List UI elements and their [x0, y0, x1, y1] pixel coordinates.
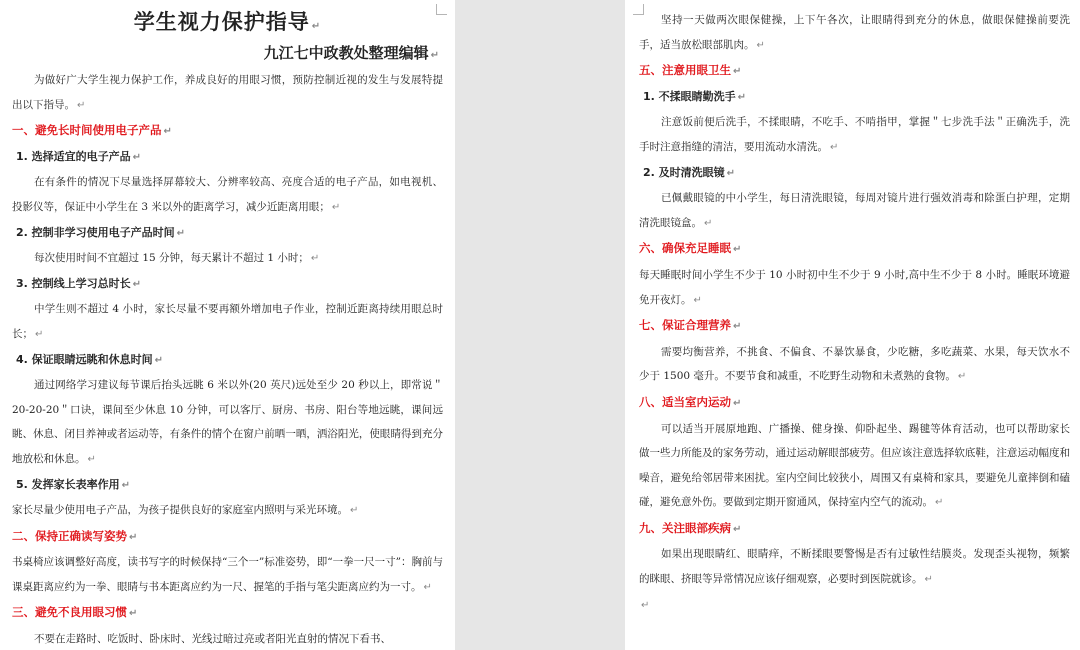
subsection-heading-5-1: 1. 不揉眼睛勤洗手 ↵: [643, 89, 747, 103]
document-page-left[interactable]: [0, 0, 455, 650]
subsection-heading-1-5: 5. 发挥家长表率作用 ↵: [16, 477, 131, 491]
paragraph-7: 需要均衡营养，不挑食、不偏食、不暴饮暴食，少吃糖，多吃蔬菜、水果，每天饮水不少于 1500 毫升。不要节食和减重，不吃野生动物和未煮熟的食物。 ↵: [639, 345, 1070, 383]
paragraph-9: 如果出现眼睛红、眼睛痒，不断揉眼要警惕是否有过敏性结膜炎。发现歪头视物，频繁的眯眼、挤眼等异常情况应该仔细观察，必要时到医院就诊。 ↵: [639, 548, 1070, 586]
paragraph-2: 书桌椅应该调整好高度，读书写字的时候保持“三个一”标准姿势，即“一拳一尺一寸”：胸前与课桌距离应约为一拳、眼睛与书本距离应约为一尺、握笔的手指与笔尖距离应约为一寸。 ↵: [12, 556, 443, 593]
subsection-heading-1-1: 1. 选择适宜的电子产品 ↵: [16, 149, 142, 163]
subsection-heading-1-2: 2. 控制非学习使用电子产品时间 ↵: [16, 225, 186, 239]
document-page-right[interactable]: [625, 0, 1080, 650]
section-heading-5: 五、注意用眼卫生 ↵: [639, 63, 742, 78]
paragraph-5-2: 已佩戴眼镜的中小学生，每日清洗眼镜，每周对镜片进行强效消毒和除蛋白护理，定期清洗眼镜盒。 ↵: [639, 192, 1070, 229]
section-heading-3: 三、避免不良用眼习惯 ↵: [12, 605, 138, 620]
section-heading-8: 八、适当室内运动 ↵: [639, 394, 742, 409]
paragraph-6: 每天睡眠时间小学生不少于 10 小时初中生不少于 9 小时,高中生不少于 8 小时。睡眠环境避免开夜灯。 ↵: [639, 268, 1070, 306]
subsection-heading-1-4: 4. 保证眼睛远眺和休息时间 ↵: [16, 352, 164, 366]
section-heading-9: 九、关注眼部疾病 ↵: [639, 520, 742, 535]
paragraph-1-5: 家长尽量少使用电子产品，为孩子提供良好的家庭室内照明与采光环境。 ↵: [12, 504, 359, 517]
page-corner-mark: [436, 4, 447, 15]
paragraph-4-continued: 坚持一天做两次眼保健操，上下午各次，让眼睛得到充分的休息，做眼保健操前要洗手，适当放松眼部肌肉。 ↵: [639, 14, 1070, 51]
section-heading-2: 二、保持正确读写姿势 ↵: [12, 528, 138, 543]
empty-paragraph: ↵: [641, 599, 650, 611]
page-corner-mark: [633, 4, 644, 15]
paragraph-3: 不要在走路时、吃饭时、卧床时、光线过暗过亮或者阳光直射的情况下看书、: [34, 633, 391, 646]
paragraph-1-3: 中学生则不超过 4 小时，家长尽量不要再额外增加电子作业，控制近距离持续用眼总时长； ↵: [12, 303, 443, 340]
paragraph-5-1: 注意饭前便后洗手，不揉眼睛，不吃手、不啃指甲，掌握＂七步洗手法＂正确洗手，洗手时注意指缝的清洁，要用流动水清洗。 ↵: [639, 116, 1070, 153]
subsection-heading-5-2: 2. 及时清洗眼镜 ↵: [643, 165, 736, 179]
section-heading-6: 六、确保充足睡眠 ↵: [639, 241, 742, 256]
section-heading-7: 七、保证合理营养 ↵: [639, 318, 742, 333]
paragraph-1-1: 在有条件的情况下尽量选择屏幕较大、分辨率较高、亮度合适的电子产品，如电视机、投影仪等，保证中小学生在 3 米以外的距离学习，减少近距离用眼； ↵: [12, 176, 443, 213]
section-heading-1: 一、避免长时间使用电子产品 ↵: [12, 123, 172, 138]
paragraph-8: 可以适当开展原地跑、广播操、健身操、仰卧起坐、踢毽等体育活动，也可以帮助家长做一些力所能及的家务劳动，通过运动解眼部疲劳。但应该注意选择软底鞋，注意运动幅度和噪音，避免给邻居带来困扰。室内空间比较狭小，周围又有桌椅和家具，要避免儿童摔倒和磕碰，避免意外伤。要做到定期开窗通风，保持室内空气的流动。 ↵: [639, 422, 1070, 509]
paragraph-1-4: 通过网络学习建议每节课后抬头远眺 6 米以外(20 英尺)远处至少 20 秒以上，即常说＂20-20-20＂口诀，课间至少休息 10 分钟，可以客厅、厨房、书房、阳台等地远眺，课间远眺、休息、闭目养神或者运动等，有条件的情个在窗户前晒一晒，洒浴阳光，使眼睛得到充分地放松和休息。 ↵: [12, 379, 443, 465]
paragraph-1-2: 每次使用时间不宜超过 15 分钟，每天累计不超过 1 小时； ↵: [34, 252, 320, 265]
intro-paragraph: 为做好广大学生视力保护工作，养成良好的用眼习惯，预防控制近视的发生与发展特提出以下指导。 ↵: [12, 74, 443, 111]
document-title: 学生视力保护指导 ↵: [133, 10, 322, 34]
subsection-heading-1-3: 3. 控制线上学习总时长 ↵: [16, 276, 142, 290]
document-subtitle: 九江七中政教处整理编辑 ↵: [263, 44, 439, 62]
